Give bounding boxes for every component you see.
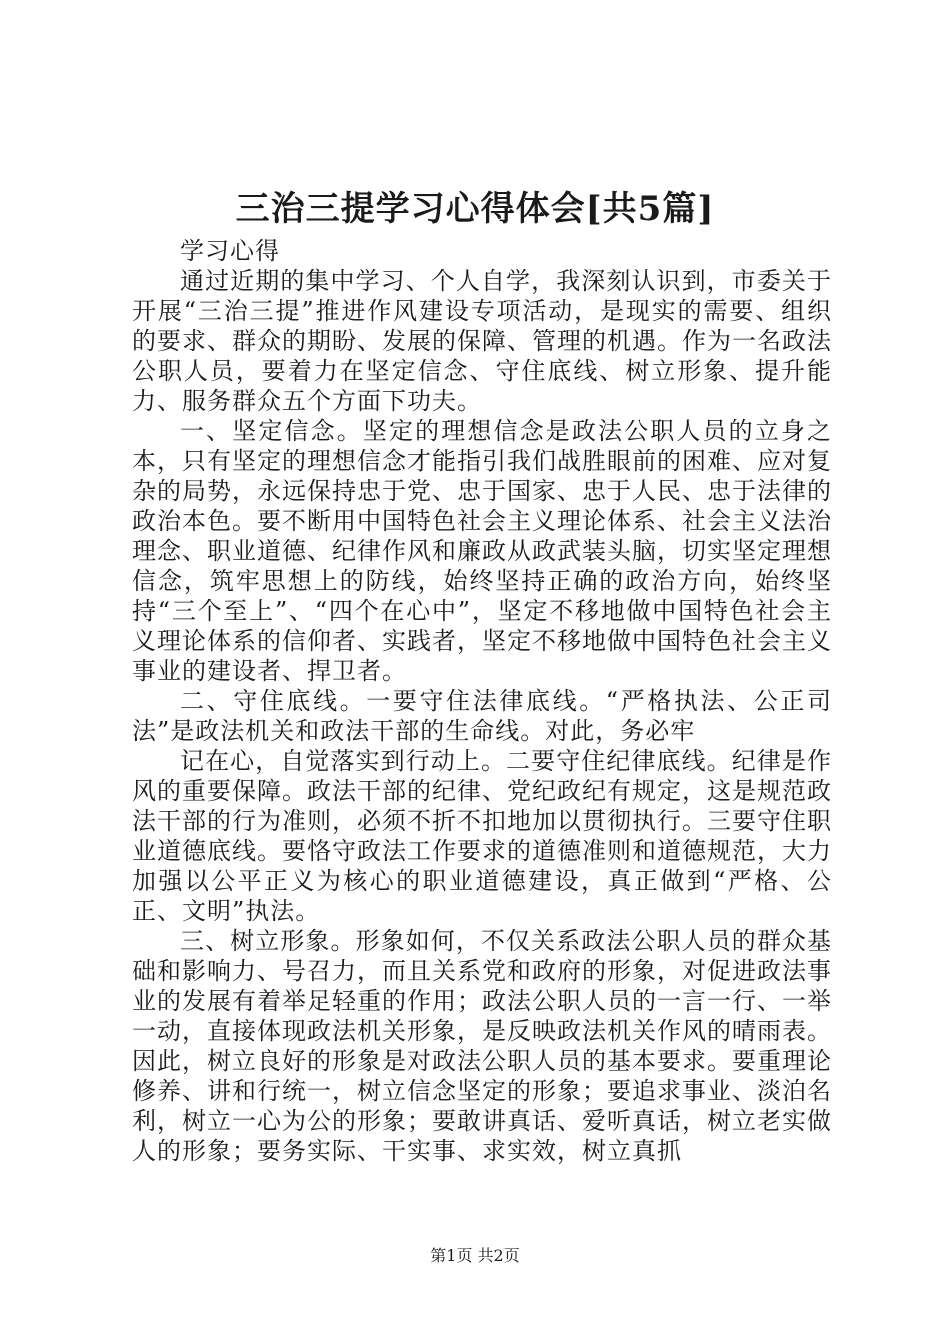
paragraph-section-1: 一、坚定信念。坚定的理想信念是政法公职人员的立身之本，只有坚定的理想信念才能指引我们战胜眼前的困难、应对复杂的局势，永远保持忠于党、忠于国家、忠于人民、忠于法律的政治本色。要不断用中国特色社会主义理论体系、社会主义法治理念、职业道德、纪律作风和廉政从政武装头脑，切实坚定理想信念，筑牢思想上的防线，始终坚持正确的政治方向，始终坚持“三个至上”、“四个在心中”，坚定不移地做中国特色社会主义理论体系的信仰者、实践者，坚定不移地做中国特色社会主义事业的建设者、捍卫者。 xyxy=(132,417,832,685)
paragraph-intro: 通过近期的集中学习、个人自学，我深刻认识到，市委关于开展“三治三提”推进作风建设专项活动，是现实的需要、组织的要求、群众的期盼、发展的保障、管理的机遇。作为一名政法公职人员，要着力在坚定信念、守住底线、树立形象、提升能力、服务群众五个方面下功夫。 xyxy=(132,267,832,415)
paragraph-section-3: 三、树立形象。形象如何，不仅关系政法公职人员的群众基础和影响力、号召力，而且关系党和政府的形象，对促进政法事业的发展有着举足轻重的作用；政法公职人员的一言一行、一举一动，直接体现政法机关形象，是反映政法机关作风的晴雨表。因此，树立良好的形象是对政法公职人员的基本要求。要重理论修养、讲和行统一，树立信念坚定的形象；要追求事业、淡泊名利，树立一心为公的形象；要敢讲真话、爱听真话，树立老实做人的形象；要务实际、干实事、求实效，树立真抓 xyxy=(132,927,832,1165)
document-title: 三治三提学习心得体会[共5篇] xyxy=(235,189,715,229)
paragraph-section-2-cont: 记在心，自觉落实到行动上。二要守住纪律底线。纪律是作风的重要保障。政法干部的纪律、党纪政纪有规定，这是规范政法干部的行为准则，必须不折不扣地加以贯彻执行。三要守住职业道德底线。要恪守政法工作要求的道德准则和道德规范，大力加强以公平正义为核心的职业道德建设，真正做到“严格、公正、文明”执法。 xyxy=(132,747,832,925)
paragraph-heading: 学习心得 xyxy=(180,237,280,265)
page-number-footer: 第1页 共2页 xyxy=(430,1246,520,1265)
document-body xyxy=(132,236,832,1166)
paragraph-section-2: 二、守住底线。一要守住法律底线。“严格执法、公正司法”是政法机关和政法干部的生命线。对此，务必牢 xyxy=(132,687,832,745)
